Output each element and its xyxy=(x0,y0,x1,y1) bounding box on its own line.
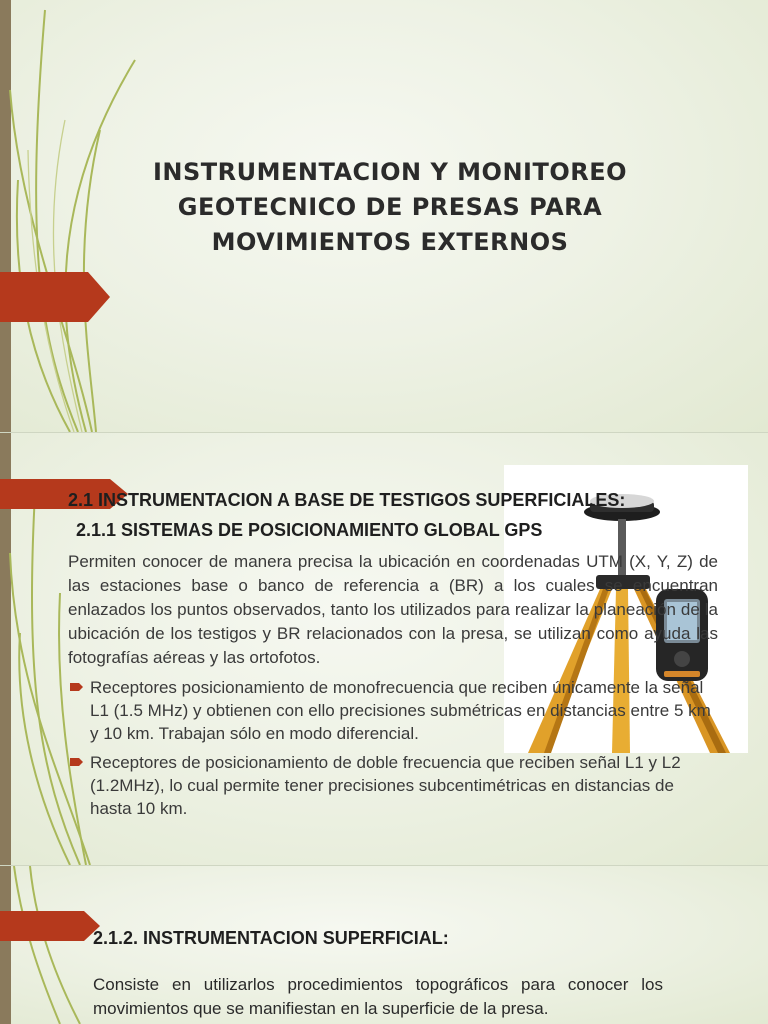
slide-surface xyxy=(0,866,768,1024)
list-item-text: Receptores de posicionamiento de doble frecuencia que reciben señal L1 y L2 (1.2MHz), lo cual permite tener precisiones subcentimétricas en distancias de hasta 10 km. xyxy=(90,753,681,818)
slide-gps xyxy=(0,433,768,865)
slide1-accent-arrow-icon xyxy=(0,272,112,322)
slide-title xyxy=(0,0,768,432)
gps-description: Permiten conocer de manera precisa la ubicación en coordenadas UTM (X, Y, Z) de las estaciones base o banco de referencia a (BR) a los cuales se encuentran enlazados los puntos observados, tanto los utilizados para realizar la planeación de la ubicación de los testigos y BR relacionados con la presa, se utilizan como ayuda las fotografías aéreas y las ortofotos. xyxy=(68,552,718,667)
slide-title-text: INSTRUMENTACION Y MONITOREO GEOTECNICO DE PRESAS PARA MOVIMIENTOS EXTERNOS xyxy=(152,158,628,256)
surface-description: Consiste en utilizarlos procedimientos topográficos para conocer los movimientos que se manifiestan en la superficie de la presa. xyxy=(93,975,663,1018)
section-heading: 2.1.2. INSTRUMENTACION SUPERFICIAL: xyxy=(93,928,449,948)
arrow-bullet-icon xyxy=(70,682,84,692)
arrow-bullet-icon xyxy=(70,757,84,767)
receiver-list xyxy=(70,676,718,826)
slide3-accent-arrow-icon xyxy=(0,911,102,941)
grass-decoration-icon xyxy=(0,866,100,1024)
section-subheading: 2.1.1 SISTEMAS DE POSICIONAMIENTO GLOBAL GPS xyxy=(76,520,543,540)
list-item xyxy=(70,751,718,820)
section-heading: 2.1 INSTRUMENTACION A BASE DE TESTIGOS SUPERFICIALES: xyxy=(68,490,626,510)
list-item-text: Receptores posicionamiento de monofrecuencia que reciben únicamente la señal L1 (1.5 MHz) y obtienen con ello precisiones submétricas en distancias entre 5 km y 10 km. Trabajan sólo en modo diferencial. xyxy=(90,678,711,743)
list-item xyxy=(70,676,718,745)
grass-decoration-icon xyxy=(0,0,140,432)
